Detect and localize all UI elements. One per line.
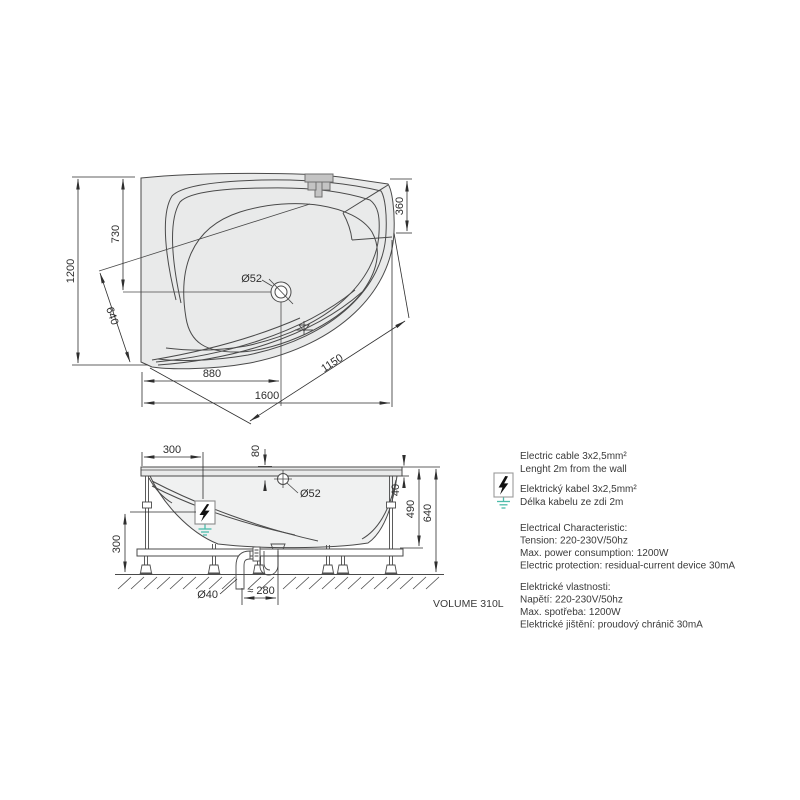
note-elec-en-title: Electrical Characteristic:: [520, 523, 628, 534]
dim-label-40: 40: [390, 483, 402, 497]
rim-band: [141, 467, 402, 476]
note-elec-en-2: Max. power consumption: 1200W: [520, 548, 669, 559]
panel-electric-icon: [494, 473, 513, 508]
ground-symbol: [497, 498, 510, 509]
dim-label-880: 880: [202, 368, 222, 380]
note-elec-cz-3: Elektrické jištění: proudový chránič 30mA: [520, 619, 703, 631]
note-elec-cz-2: Max. spotřeba: 1200W: [520, 607, 621, 618]
dim-label-640-total: 640: [422, 503, 434, 523]
dim-label-640-diag: 640: [103, 305, 121, 327]
dim-label-52-side: Ø52: [300, 488, 321, 500]
dim-label-80: 80: [250, 444, 262, 458]
note-cable-cz-1: Elektrický kabel 3x2,5mm²: [520, 484, 637, 495]
dim-label-1150: 1150: [319, 352, 346, 375]
leg: [337, 556, 350, 574]
leg: [385, 556, 398, 574]
note-elec-cz-title: Elektrické vlastnosti:: [520, 582, 611, 593]
note-elec-cz-1: Napětí: 220-230V/50hz: [520, 594, 623, 606]
dim-label-40-pipe: Ø40: [197, 589, 218, 601]
dim-label-280: ≈ 280: [247, 585, 275, 597]
dim-label-490: 490: [405, 499, 417, 519]
floor-hatching: [118, 577, 439, 589]
note-elec-en-3: Electric protection: residual-current device 30mA: [520, 560, 736, 572]
note-cable-en-1: Electric cable 3x2,5mm²: [520, 451, 627, 462]
waste-pipe: [236, 551, 250, 589]
dim-label-drain-52: Ø52: [241, 273, 262, 285]
legs-and-feet: [140, 556, 398, 574]
dim-label-730: 730: [110, 224, 122, 244]
leg: [322, 556, 335, 574]
note-elec-en-1: Tension: 220-230V/50hz: [520, 535, 628, 547]
note-cable-cz-2: Délka kabelu ze zdi 2m: [520, 497, 624, 508]
dim-label-300-top: 300: [162, 444, 182, 456]
leg: [208, 556, 221, 574]
leg: [140, 556, 153, 574]
note-cable-en-2: Lenght 2m from the wall: [520, 464, 627, 475]
dim-label-360: 360: [394, 196, 406, 216]
notes-panel: [494, 451, 735, 631]
tub-outline: [141, 173, 394, 368]
top-view: [99, 173, 394, 406]
dim-label-1200: 1200: [65, 258, 77, 284]
volume-label: VOLUME 310L: [433, 598, 504, 610]
frame-rail: [137, 549, 403, 556]
dim-label-1600: 1600: [254, 390, 280, 402]
dim-label-300-left: 300: [111, 534, 123, 554]
